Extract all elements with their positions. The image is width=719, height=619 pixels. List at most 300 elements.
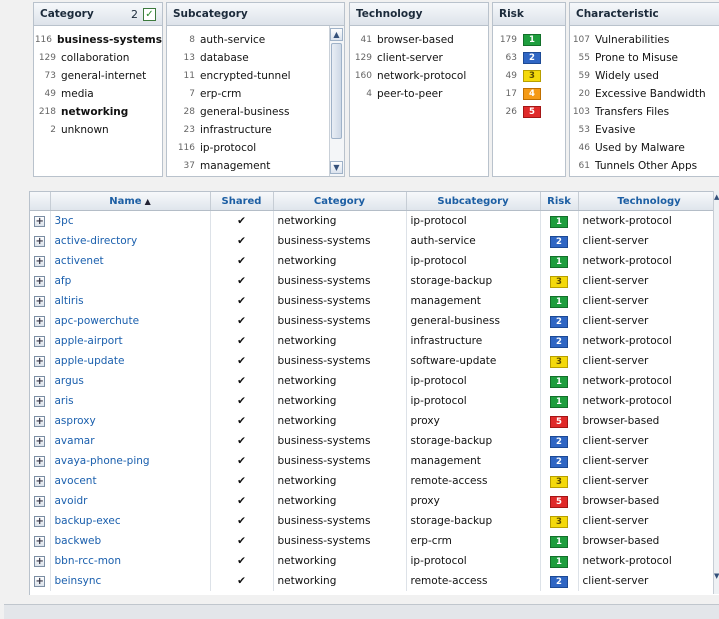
app-name-link[interactable]: 3pc <box>50 211 210 232</box>
shared-checkmark-icon: ✔ <box>210 571 273 591</box>
characteristic-item-label: Vulnerabilities <box>595 34 670 46</box>
technology-item-label: browser-based <box>377 34 454 46</box>
technology-cell: client-server <box>578 291 719 311</box>
category-item-label: unknown <box>61 124 109 136</box>
risk-cell <box>540 411 578 431</box>
category-item[interactable] <box>34 121 162 139</box>
table-row[interactable] <box>30 351 719 371</box>
risk-item[interactable] <box>493 103 565 121</box>
subcategory-item-label: database <box>200 52 249 64</box>
subcategory-cell: proxy <box>406 411 540 431</box>
category-cell: networking <box>273 251 406 271</box>
subcategory-title: Subcategory <box>173 8 248 20</box>
subcategory-cell: storage-backup <box>406 431 540 451</box>
subcategory-item-label: general-business <box>200 106 290 118</box>
shared-checkmark-icon: ✔ <box>210 251 273 271</box>
app-name-link[interactable]: backweb <box>50 531 210 551</box>
shared-checkmark-icon: ✔ <box>210 451 273 471</box>
expand-cell <box>30 211 50 232</box>
category-item-label: collaboration <box>61 52 130 64</box>
table-row[interactable] <box>30 431 719 451</box>
category-selected-count: 2 <box>131 7 138 21</box>
category-panel <box>33 2 163 177</box>
characteristic-item[interactable] <box>570 157 719 175</box>
app-name-link[interactable]: apple-update <box>50 351 210 371</box>
shared-checkmark-icon: ✔ <box>210 511 273 531</box>
risk-badge: 1 <box>550 216 568 228</box>
subcategory-cell: remote-access <box>406 471 540 491</box>
expand-cell <box>30 491 50 511</box>
expand-cell <box>30 431 50 451</box>
characteristic-item-count: 103 <box>572 107 590 117</box>
shared-checkmark-icon: ✔ <box>210 291 273 311</box>
risk-badge: 4 <box>523 88 541 100</box>
scroll-thumb[interactable] <box>331 43 342 139</box>
category-item-count: 49 <box>44 89 56 99</box>
category-item-count: 116 <box>34 35 53 45</box>
category-item-count: 73 <box>44 71 56 81</box>
technology-list <box>350 26 488 103</box>
subcategory-cell: ip-protocol <box>406 371 540 391</box>
risk-item[interactable] <box>493 31 565 49</box>
risk-badge: 3 <box>550 476 568 488</box>
category-item-count: 2 <box>50 125 56 135</box>
characteristic-item-label: Excessive Bandwidth <box>595 88 706 100</box>
subcategory-item-label: erp-crm <box>200 88 242 100</box>
subcategory-cell: proxy <box>406 491 540 511</box>
risk-cell <box>540 251 578 271</box>
scroll-down-icon[interactable]: ▼ <box>330 161 343 174</box>
risk-item-count: 63 <box>505 53 517 63</box>
app-name-link[interactable]: argus <box>50 371 210 391</box>
category-title: Category <box>40 8 94 20</box>
risk-cell <box>540 291 578 311</box>
subcategory-item-label: management <box>200 160 271 172</box>
table-row[interactable] <box>30 571 719 591</box>
app-name-link[interactable]: apple-airport <box>50 331 210 351</box>
risk-badge: 1 <box>550 536 568 548</box>
expand-icon[interactable]: + <box>35 316 44 327</box>
expand-icon[interactable]: + <box>35 516 44 527</box>
name-column-header[interactable] <box>50 192 210 211</box>
name-header-label: Name <box>109 195 142 207</box>
category-cell: networking <box>273 551 406 571</box>
shared-checkmark-icon: ✔ <box>210 211 273 232</box>
category-cell: business-systems <box>273 351 406 371</box>
technology-cell: browser-based <box>578 411 719 431</box>
grid-scroll-up-icon[interactable]: ▲ <box>714 193 719 201</box>
table-row[interactable] <box>30 371 719 391</box>
characteristic-item[interactable] <box>570 49 719 67</box>
technology-cell: client-server <box>578 431 719 451</box>
risk-cell <box>540 571 578 591</box>
characteristic-item-count: 59 <box>578 71 590 81</box>
expand-icon[interactable]: + <box>35 256 44 267</box>
expand-cell <box>30 551 50 571</box>
subcategory-cell: management <box>406 291 540 311</box>
category-cell: business-systems <box>273 231 406 251</box>
app-name-link[interactable]: avocent <box>50 471 210 491</box>
expand-cell <box>30 351 50 371</box>
expand-icon[interactable]: + <box>35 236 44 247</box>
subcategory-cell: software-update <box>406 351 540 371</box>
app-name-link[interactable]: avamar <box>50 431 210 451</box>
shared-checkmark-icon: ✔ <box>210 351 273 371</box>
shared-column-header[interactable]: Shared <box>210 192 273 211</box>
technology-cell: client-server <box>578 451 719 471</box>
app-name-link[interactable]: avaya-phone-ping <box>50 451 210 471</box>
expand-icon[interactable]: + <box>35 216 44 227</box>
expand-column-header <box>30 192 50 211</box>
subcategory-cell: ip-protocol <box>406 551 540 571</box>
table-row[interactable] <box>30 291 719 311</box>
table-row[interactable] <box>30 411 719 431</box>
risk-badge: 2 <box>550 236 568 248</box>
app-name-link[interactable]: asproxy <box>50 411 210 431</box>
subcategory-item-count: 11 <box>183 71 195 81</box>
subcategory-item-label: infrastructure <box>200 124 272 136</box>
expand-icon[interactable]: + <box>35 336 44 347</box>
risk-item[interactable] <box>493 67 565 85</box>
risk-badge: 1 <box>550 296 568 308</box>
sort-ascending-icon: ▲ <box>144 196 151 206</box>
expand-icon[interactable]: + <box>35 376 44 387</box>
subcategory-item[interactable] <box>167 85 344 103</box>
expand-cell <box>30 571 50 591</box>
category-item-label: general-internet <box>61 70 147 82</box>
expand-icon[interactable]: + <box>35 276 44 287</box>
category-cell: business-systems <box>273 311 406 331</box>
category-cell: networking <box>273 411 406 431</box>
risk-badge: 1 <box>550 556 568 568</box>
technology-cell: network-protocol <box>578 371 719 391</box>
subcategory-item[interactable] <box>167 157 344 175</box>
expand-icon[interactable]: + <box>35 476 44 487</box>
technology-item-count: 160 <box>354 71 372 81</box>
risk-cell <box>540 271 578 291</box>
shared-checkmark-icon: ✔ <box>210 311 273 331</box>
characteristic-item-count: 46 <box>578 143 590 153</box>
risk-item-count: 26 <box>505 107 517 117</box>
application-grid <box>29 191 719 595</box>
shared-checkmark-icon: ✔ <box>210 411 273 431</box>
risk-badge: 2 <box>550 576 568 588</box>
technology-header <box>350 3 488 26</box>
app-name-link[interactable]: afp <box>50 271 210 291</box>
category-cell: networking <box>273 391 406 411</box>
table-row[interactable] <box>30 211 719 232</box>
subcategory-item[interactable] <box>167 139 344 157</box>
characteristic-header <box>570 3 719 26</box>
technology-cell: client-server <box>578 471 719 491</box>
risk-cell <box>540 491 578 511</box>
expand-icon[interactable]: + <box>35 576 44 587</box>
category-cell: networking <box>273 491 406 511</box>
subcategory-cell: management <box>406 451 540 471</box>
technology-panel <box>349 2 489 177</box>
category-item[interactable] <box>34 85 162 103</box>
characteristic-item[interactable] <box>570 31 719 49</box>
expand-icon[interactable]: + <box>35 296 44 307</box>
characteristic-item[interactable] <box>570 139 719 157</box>
expand-cell <box>30 291 50 311</box>
shared-checkmark-icon: ✔ <box>210 471 273 491</box>
characteristic-item-label: Tunnels Other Apps <box>595 160 698 172</box>
risk-badge: 1 <box>550 396 568 408</box>
expand-icon[interactable]: + <box>35 556 44 567</box>
subcategory-cell: storage-backup <box>406 511 540 531</box>
app-name-link[interactable]: avoidr <box>50 491 210 511</box>
characteristic-item[interactable] <box>570 85 719 103</box>
expand-cell <box>30 271 50 291</box>
grid-footer <box>4 604 719 619</box>
category-cell: networking <box>273 471 406 491</box>
characteristic-item[interactable] <box>570 103 719 121</box>
risk-item[interactable] <box>493 49 565 67</box>
app-name-link[interactable]: activenet <box>50 251 210 271</box>
subcategory-item[interactable] <box>167 121 344 139</box>
category-item[interactable] <box>34 49 162 67</box>
risk-title: Risk <box>499 8 524 20</box>
characteristic-item-label: Transfers Files <box>595 106 670 118</box>
risk-cell <box>540 471 578 491</box>
technology-item[interactable] <box>350 49 488 67</box>
category-header <box>34 3 162 26</box>
risk-badge: 2 <box>550 316 568 328</box>
subcategory-column-header[interactable]: Subcategory <box>406 192 540 211</box>
category-cell: networking <box>273 331 406 351</box>
app-name-link[interactable]: active-directory <box>50 231 210 251</box>
risk-cell <box>540 431 578 451</box>
category-cell: business-systems <box>273 531 406 551</box>
risk-badge: 5 <box>550 496 568 508</box>
category-cell: business-systems <box>273 431 406 451</box>
expand-cell <box>30 311 50 331</box>
risk-header <box>493 3 565 26</box>
category-cell: networking <box>273 211 406 232</box>
table-row[interactable] <box>30 491 719 511</box>
shared-checkmark-icon: ✔ <box>210 331 273 351</box>
characteristic-item-count: 61 <box>578 161 590 171</box>
risk-badge: 5 <box>523 106 541 118</box>
characteristic-item[interactable] <box>570 121 719 139</box>
app-name-link[interactable]: apc-powerchute <box>50 311 210 331</box>
category-select-checkbox[interactable]: ✓ <box>143 8 156 21</box>
shared-checkmark-icon: ✔ <box>210 391 273 411</box>
risk-badge: 5 <box>550 416 568 428</box>
characteristic-item-count: 20 <box>578 89 590 99</box>
subcategory-header <box>167 3 344 26</box>
app-name-link[interactable]: backup-exec <box>50 511 210 531</box>
subcategory-item-count: 8 <box>189 35 195 45</box>
expand-cell <box>30 531 50 551</box>
subcategory-cell: ip-protocol <box>406 251 540 271</box>
app-name-link[interactable]: aris <box>50 391 210 411</box>
expand-icon[interactable]: + <box>35 416 44 427</box>
subcategory-item[interactable] <box>167 49 344 67</box>
category-item-label: media <box>61 88 94 100</box>
table-row[interactable] <box>30 231 719 251</box>
risk-cell <box>540 531 578 551</box>
app-name-link[interactable]: bbn-rcc-mon <box>50 551 210 571</box>
subcategory-item[interactable] <box>167 67 344 85</box>
subcategory-item-count: 116 <box>177 143 195 153</box>
risk-badge: 3 <box>523 70 541 82</box>
expand-icon[interactable]: + <box>35 356 44 367</box>
subcategory-cell: remote-access <box>406 571 540 591</box>
risk-column-header[interactable]: Risk <box>540 192 578 211</box>
risk-badge: 1 <box>550 256 568 268</box>
expand-icon[interactable]: + <box>35 396 44 407</box>
subcategory-item[interactable] <box>167 31 344 49</box>
risk-cell <box>540 451 578 471</box>
technology-item-label: network-protocol <box>377 70 467 82</box>
shared-checkmark-icon: ✔ <box>210 231 273 251</box>
table-row[interactable] <box>30 331 719 351</box>
technology-cell: client-server <box>578 271 719 291</box>
risk-cell <box>540 331 578 351</box>
characteristic-item-count: 53 <box>578 125 590 135</box>
category-cell: business-systems <box>273 511 406 531</box>
characteristic-item-label: Prone to Misuse <box>595 52 679 64</box>
expand-cell <box>30 231 50 251</box>
subcategory-panel <box>166 2 345 177</box>
subcategory-item[interactable] <box>167 103 344 121</box>
characteristic-item[interactable] <box>570 67 719 85</box>
category-item-label: business-systems <box>57 34 162 46</box>
risk-badge: 1 <box>550 376 568 388</box>
risk-cell <box>540 311 578 331</box>
risk-badge: 2 <box>523 52 541 64</box>
risk-cell <box>540 231 578 251</box>
category-cell: networking <box>273 571 406 591</box>
category-cell: networking <box>273 371 406 391</box>
subcategory-cell: general-business <box>406 311 540 331</box>
subcategory-item-count: 23 <box>183 125 195 135</box>
risk-cell <box>540 551 578 571</box>
expand-cell <box>30 451 50 471</box>
shared-checkmark-icon: ✔ <box>210 531 273 551</box>
characteristic-title: Characteristic <box>576 8 659 20</box>
grid-header-row <box>30 192 719 211</box>
risk-badge: 3 <box>550 356 568 368</box>
subcategory-cell: erp-crm <box>406 531 540 551</box>
risk-cell <box>540 391 578 411</box>
category-cell: business-systems <box>273 291 406 311</box>
subcategory-cell: infrastructure <box>406 331 540 351</box>
subcategory-item-count: 28 <box>183 107 195 117</box>
category-item[interactable] <box>34 103 162 121</box>
risk-cell <box>540 511 578 531</box>
characteristic-item-count: 107 <box>572 35 590 45</box>
expand-icon[interactable]: + <box>35 536 44 547</box>
technology-cell: client-server <box>578 571 719 591</box>
risk-badge: 2 <box>550 336 568 348</box>
table-row[interactable] <box>30 471 719 491</box>
characteristic-list <box>570 26 719 175</box>
expand-cell <box>30 471 50 491</box>
technology-item[interactable] <box>350 31 488 49</box>
expand-icon[interactable]: + <box>35 436 44 447</box>
technology-title: Technology <box>356 8 423 20</box>
category-cell: business-systems <box>273 271 406 291</box>
technology-item[interactable] <box>350 67 488 85</box>
technology-item-count: 4 <box>366 89 372 99</box>
risk-badge: 3 <box>550 276 568 288</box>
category-cell: business-systems <box>273 451 406 471</box>
shared-checkmark-icon: ✔ <box>210 271 273 291</box>
technology-cell: browser-based <box>578 531 719 551</box>
expand-icon[interactable]: + <box>35 456 44 467</box>
expand-cell <box>30 331 50 351</box>
risk-item-count: 179 <box>499 35 517 45</box>
technology-item[interactable] <box>350 85 488 103</box>
category-item-label: networking <box>61 106 129 118</box>
technology-cell: network-protocol <box>578 211 719 232</box>
subcategory-item-label: auth-service <box>200 34 266 46</box>
risk-badge: 3 <box>550 516 568 528</box>
technology-item-label: client-server <box>377 52 443 64</box>
category-item-count: 218 <box>38 107 56 117</box>
subcategory-cell: storage-backup <box>406 271 540 291</box>
expand-cell <box>30 251 50 271</box>
technology-item-label: peer-to-peer <box>377 88 443 100</box>
shared-checkmark-icon: ✔ <box>210 491 273 511</box>
characteristic-item-label: Evasive <box>595 124 636 136</box>
table-row[interactable] <box>30 551 719 571</box>
app-name-link[interactable]: beinsync <box>50 571 210 591</box>
subcategory-item-count: 13 <box>183 53 195 63</box>
category-item[interactable] <box>34 67 162 85</box>
technology-cell: client-server <box>578 351 719 371</box>
characteristic-item-label: Widely used <box>595 70 659 82</box>
table-row[interactable] <box>30 511 719 531</box>
technology-column-header[interactable]: Technology <box>578 192 719 211</box>
subcategory-list <box>167 26 344 175</box>
technology-cell: browser-based <box>578 491 719 511</box>
characteristic-item-label: Used by Malware <box>595 142 685 154</box>
shared-checkmark-icon: ✔ <box>210 371 273 391</box>
risk-badge: 2 <box>550 456 568 468</box>
technology-item-count: 41 <box>360 35 372 45</box>
risk-badge: 1 <box>523 34 541 46</box>
grid-scroll-down-icon[interactable]: ▼ <box>714 572 719 580</box>
app-name-link[interactable]: altiris <box>50 291 210 311</box>
subcategory-item-count: 37 <box>183 161 195 171</box>
category-list <box>34 26 162 139</box>
table-row[interactable] <box>30 531 719 551</box>
subcategory-scrollbar[interactable] <box>329 26 344 176</box>
table-row[interactable] <box>30 271 719 291</box>
risk-panel <box>492 2 566 177</box>
characteristic-item-count: 55 <box>578 53 590 63</box>
category-item[interactable] <box>34 31 162 49</box>
table-row[interactable] <box>30 311 719 331</box>
grid-scrollbar[interactable] <box>713 191 719 594</box>
risk-item[interactable] <box>493 85 565 103</box>
scroll-up-icon[interactable]: ▲ <box>330 28 343 41</box>
category-column-header[interactable]: Category <box>273 192 406 211</box>
expand-cell <box>30 411 50 431</box>
table-row[interactable] <box>30 251 719 271</box>
table-row[interactable] <box>30 451 719 471</box>
category-item-count: 129 <box>38 53 56 63</box>
technology-item-count: 129 <box>354 53 372 63</box>
expand-cell <box>30 391 50 411</box>
technology-cell: network-protocol <box>578 251 719 271</box>
expand-icon[interactable]: + <box>35 496 44 507</box>
table-row[interactable] <box>30 391 719 411</box>
